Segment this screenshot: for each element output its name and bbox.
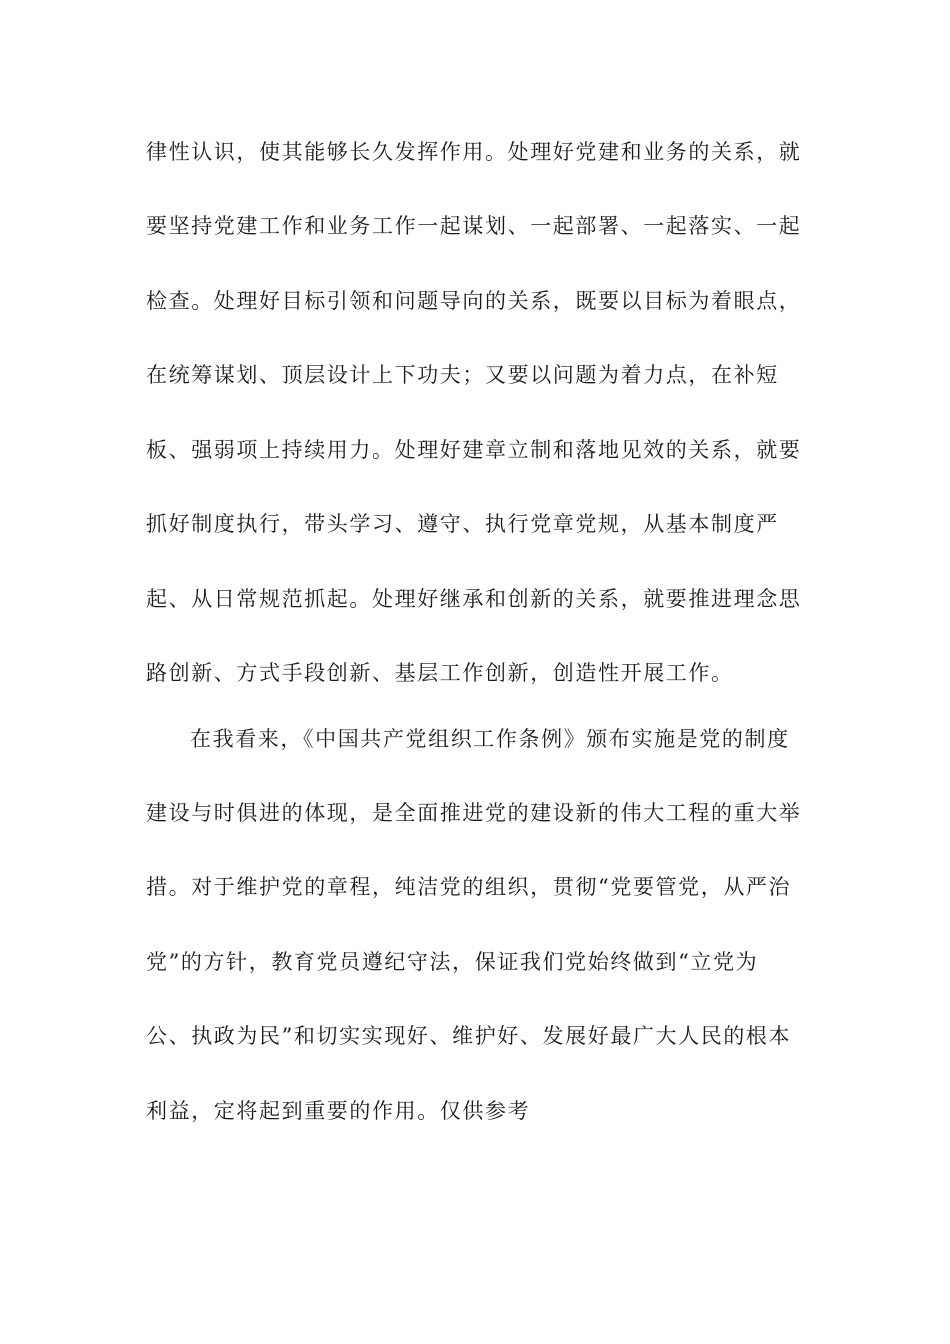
text-line-8: 路创新、方式手段创新、基层工作创新，创造性开展工作。 (146, 661, 734, 685)
text-line-4: 在统筹谋划、顶层设计上下功夫；又要以问题为着力点，在补短 (146, 363, 779, 387)
text-line-12: 党”的方针，教育党员遵纪守法，保证我们党始终做到“立党为 (146, 950, 759, 974)
text-line-13: 公、执政为民”和切实实现好、维护好、发展好最广大人民的根本 (146, 1024, 792, 1048)
text-line-10: 建设与时俱进的体现，是全面推进党的建设新的伟大工程的重大举 (146, 801, 802, 825)
text-line-14: 利益，定将起到重要的作用。仅供参考 (146, 1099, 531, 1123)
text-line-2: 要坚持党建工作和业务工作一起谋划、一起部署、一起落实、一起 (146, 214, 802, 238)
text-line-7: 起、从日常规范抓起。处理好继承和创新的关系，就要推进理念思 (146, 587, 802, 611)
text-line-3: 检查。处理好目标引领和问题导向的关系，既要以目标为着眼点， (146, 289, 802, 313)
text-line-11: 措。对于维护党的章程，纯洁党的组织，贯彻“党要管党，从严治 (146, 875, 792, 899)
text-line-1: 律性认识，使其能够长久发挥作用。处理好党建和业务的关系，就 (146, 140, 802, 164)
paragraph-start-line: 在我看来，《中国共产党组织工作条例》颁布实施是党的制度 (190, 727, 790, 751)
text-line-6: 抓好制度执行，带头学习、遵守、执行党章党规，从基本制度严 (146, 512, 779, 536)
text-line-5: 板、强弱项上持续用力。处理好建章立制和落地见效的关系，就要 (146, 438, 802, 462)
